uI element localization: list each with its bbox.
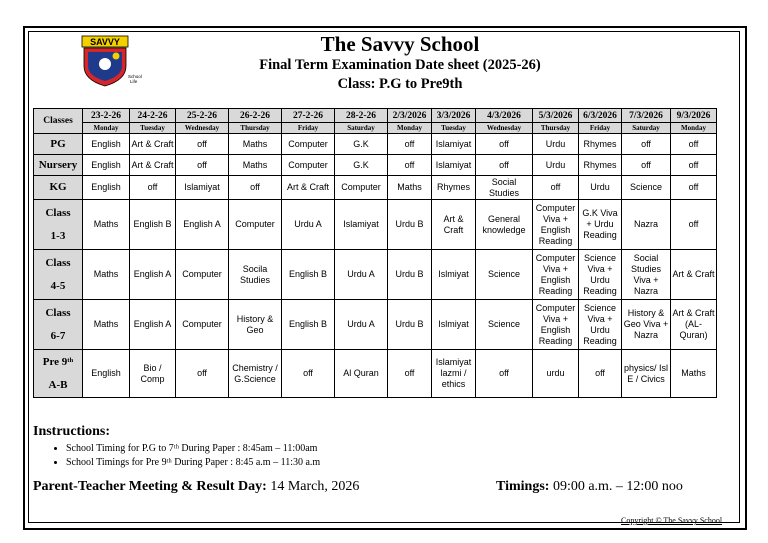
classes-header: Classes — [34, 109, 83, 134]
subject-cell: Islamiyat lazmi / ethics — [432, 350, 476, 398]
subject-cell: Urdu B — [388, 250, 432, 300]
subject-cell: off — [388, 155, 432, 176]
day-header: Saturday — [622, 123, 671, 134]
school-logo — [80, 34, 140, 94]
subject-cell: Rhymes — [432, 176, 476, 200]
svg-text:School: School — [128, 74, 142, 79]
date-header: 24-2-26 — [130, 109, 176, 123]
subject-cell: English A — [130, 250, 176, 300]
subject-cell: Computer — [176, 300, 229, 350]
subject-cell: Computer Viva + English Reading — [533, 200, 579, 250]
table-row — [34, 134, 717, 155]
subject-cell: Islamiyat — [335, 200, 388, 250]
subject-cell: English — [83, 176, 130, 200]
copyright: Copyright © The Savvy School — [621, 516, 723, 525]
class-name: Class — [45, 206, 71, 219]
instruction-item: • School Timings for Pre 9ᵗʰ During Paper : 8:45 a.m – 11:30 a.m — [66, 456, 320, 470]
class-range-label: 6-7 — [50, 329, 66, 342]
subject-cell: Islamiyat — [432, 134, 476, 155]
subject-cell: Art & Craft — [432, 200, 476, 250]
school-name: The Savvy School — [320, 32, 480, 56]
ptm-line — [33, 479, 359, 495]
subject-cell: Computer — [282, 134, 335, 155]
svg-text:Life: Life — [130, 79, 138, 84]
exam-title: Final Term Examination Date sheet (2025-26) — [259, 57, 541, 73]
date-header-row — [34, 109, 717, 123]
svg-text:SAVVY: SAVVY — [90, 37, 120, 47]
subject-cell: urdu — [533, 350, 579, 398]
date-header: 6/3/2026 — [579, 109, 622, 123]
subject-cell: off — [533, 176, 579, 200]
subject-cell: G.K Viva + Urdu Reading — [579, 200, 622, 250]
subject-cell: Computer Viva + English Reading — [533, 250, 579, 300]
subject-cell: Maths — [229, 134, 282, 155]
subject-cell: English A — [130, 300, 176, 350]
subject-cell: Computer Viva + English Reading — [533, 300, 579, 350]
date-header: 3/3/2026 — [432, 109, 476, 123]
day-header: Monday — [83, 123, 130, 134]
day-header: Wednesday — [476, 123, 533, 134]
timings-value: 09:00 a.m. – 12:00 noo — [552, 479, 683, 494]
subject-cell: Science — [476, 250, 533, 300]
subject-cell: Urdu — [579, 176, 622, 200]
day-header: Friday — [282, 123, 335, 134]
ptm-date: 14 March, 2026 — [270, 479, 360, 494]
subject-cell: English A — [176, 200, 229, 250]
date-header: 25-2-26 — [176, 109, 229, 123]
subject-cell: Computer — [335, 176, 388, 200]
subject-cell: General knowledge — [476, 200, 533, 250]
class-range-label: 4-5 — [50, 279, 66, 292]
subject-cell: Science Viva + Urdu Reading — [579, 250, 622, 300]
instruction-item: • School Timing for P.G to 7ᵗʰ During Paper : 8:45am – 11:00am — [66, 442, 320, 456]
subject-cell: off — [671, 134, 717, 155]
subject-cell: English B — [282, 250, 335, 300]
subject-cell: English — [83, 134, 130, 155]
class-label — [34, 176, 83, 200]
subject-cell: physics/ Isl E / Civics — [622, 350, 671, 398]
subject-cell: Computer — [282, 155, 335, 176]
subject-cell: Nazra — [622, 200, 671, 250]
table-row — [34, 176, 717, 200]
class-name: Class — [45, 256, 71, 269]
subject-cell: Maths — [83, 200, 130, 250]
date-header: 26-2-26 — [229, 109, 282, 123]
subject-cell: Chemistry / G.Science — [229, 350, 282, 398]
subject-cell: off — [671, 155, 717, 176]
subject-cell: Urdu A — [282, 200, 335, 250]
subject-cell: Islmiyat — [432, 300, 476, 350]
class-name: Nursery — [38, 158, 78, 171]
subject-cell: Computer — [229, 200, 282, 250]
subject-cell: off — [229, 176, 282, 200]
subject-cell: Science — [476, 300, 533, 350]
date-header: 23-2-26 — [83, 109, 130, 123]
subject-cell: Computer — [176, 250, 229, 300]
subject-cell: History & Geo Viva + Nazra — [622, 300, 671, 350]
subject-cell: Rhymes — [579, 134, 622, 155]
class-name: Pre 9ᵗʰ — [42, 355, 74, 368]
subject-cell: Urdu A — [335, 250, 388, 300]
ptm-label: Parent-Teacher Meeting & Result Day: — [33, 479, 267, 494]
timings-label: Timings: — [496, 479, 550, 494]
subject-cell: Social Studies — [476, 176, 533, 200]
subject-cell: English B — [130, 200, 176, 250]
subject-cell: off — [476, 350, 533, 398]
subject-cell: Urdu — [533, 155, 579, 176]
subject-cell: Art & Craft (AL-Quran) — [671, 300, 717, 350]
class-name: Class — [45, 306, 71, 319]
subject-cell: English — [83, 155, 130, 176]
date-sheet-table — [33, 108, 717, 398]
subject-cell: Maths — [671, 350, 717, 398]
day-header: Wednesday — [176, 123, 229, 134]
subject-cell: off — [622, 134, 671, 155]
date-header: 9/3/2026 — [671, 109, 717, 123]
date-header: 28-2-26 — [335, 109, 388, 123]
day-header: Monday — [388, 123, 432, 134]
subject-cell: off — [388, 134, 432, 155]
day-header: Tuesday — [432, 123, 476, 134]
class-range-label: A-B — [48, 378, 68, 391]
table-row — [34, 300, 717, 350]
subject-cell: Islamiyat — [432, 155, 476, 176]
date-header: 7/3/2026 — [622, 109, 671, 123]
subject-cell: Maths — [83, 250, 130, 300]
instructions-list — [33, 442, 320, 470]
subject-cell: off — [176, 350, 229, 398]
instructions — [33, 424, 320, 470]
class-name: PG — [50, 137, 66, 150]
subject-cell: Maths — [229, 155, 282, 176]
subject-cell: Urdu — [533, 134, 579, 155]
day-header-row — [34, 123, 717, 134]
subject-cell: Art & Craft — [282, 176, 335, 200]
subject-cell: English B — [282, 300, 335, 350]
day-header: Thursday — [229, 123, 282, 134]
date-header: 4/3/2026 — [476, 109, 533, 123]
subject-cell: Islmiyat — [432, 250, 476, 300]
subject-cell: Art & Craft — [671, 250, 717, 300]
table-row — [34, 250, 717, 300]
subject-cell: off — [476, 155, 533, 176]
subject-cell: off — [388, 350, 432, 398]
class-label — [34, 155, 83, 176]
day-header: Thursday — [533, 123, 579, 134]
class-label — [34, 200, 83, 250]
subject-cell: Islamiyat — [176, 176, 229, 200]
date-header: 27-2-26 — [282, 109, 335, 123]
day-header: Saturday — [335, 123, 388, 134]
subject-cell: off — [671, 176, 717, 200]
subject-cell: off — [622, 155, 671, 176]
subject-cell: Rhymes — [579, 155, 622, 176]
class-label — [34, 300, 83, 350]
subject-cell: Urdu A — [335, 300, 388, 350]
date-header: 2/3/2026 — [388, 109, 432, 123]
date-header: 5/3/2026 — [533, 109, 579, 123]
subject-cell: off — [282, 350, 335, 398]
subject-cell: Art & Craft — [130, 134, 176, 155]
subject-cell: Science Viva + Urdu Reading — [579, 300, 622, 350]
subject-cell: off — [176, 155, 229, 176]
subject-cell: off — [176, 134, 229, 155]
subject-cell: Socila Studies — [229, 250, 282, 300]
subject-cell: G.K — [335, 155, 388, 176]
subject-cell: Maths — [388, 176, 432, 200]
class-name: KG — [49, 181, 67, 193]
subject-cell: G.K — [335, 134, 388, 155]
class-label — [34, 350, 83, 398]
instructions-heading: Instructions: — [33, 424, 111, 439]
table-row — [34, 155, 717, 176]
subject-cell: Bio / Comp — [130, 350, 176, 398]
subject-cell: off — [579, 350, 622, 398]
subject-cell: Maths — [83, 300, 130, 350]
timings-line — [496, 479, 683, 495]
document-title-block — [200, 32, 600, 94]
subject-cell: off — [476, 134, 533, 155]
subject-cell: Urdu B — [388, 300, 432, 350]
table-row — [34, 350, 717, 398]
subject-cell: Science — [622, 176, 671, 200]
class-range: Class: P.G to Pre9th — [337, 76, 463, 92]
subject-cell: off — [130, 176, 176, 200]
subject-cell: History & Geo — [229, 300, 282, 350]
day-header: Monday — [671, 123, 717, 134]
class-label — [34, 250, 83, 300]
subject-cell: English — [83, 350, 130, 398]
table-row — [34, 200, 717, 250]
subject-cell: Urdu B — [388, 200, 432, 250]
class-range-label: 1-3 — [50, 229, 66, 242]
subject-cell: Social Studies Viva + Nazra — [622, 250, 671, 300]
subject-cell: Al Quran — [335, 350, 388, 398]
subject-cell: Art & Craft — [130, 155, 176, 176]
class-label — [34, 134, 83, 155]
day-header: Tuesday — [130, 123, 176, 134]
subject-cell: off — [671, 200, 717, 250]
day-header: Friday — [579, 123, 622, 134]
